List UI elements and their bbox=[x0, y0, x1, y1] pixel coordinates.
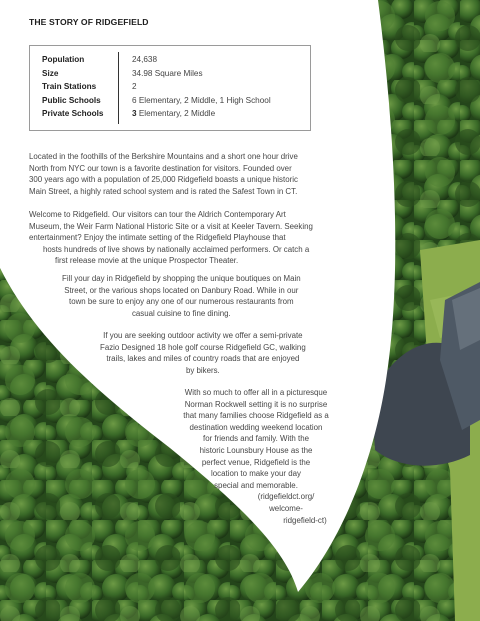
text-line: Located in the foothills of the Berkshire Mountains and a short one hour drive bbox=[29, 152, 298, 161]
text-line: Main Street, a highly rated school system and is rated the Safest Town in CT. bbox=[29, 186, 298, 196]
fact-value: 2 bbox=[132, 82, 137, 91]
fact-row-population bbox=[30, 53, 310, 66]
text-line: If you are seeking outdoor activity we offer a semi-private bbox=[103, 331, 303, 340]
text-line: perfect venue, Ridgefield is the bbox=[201, 457, 311, 467]
text-line: Fill your day in Ridgefield by shopping the unique boutiques on Main bbox=[62, 274, 301, 283]
paragraph-shopping bbox=[62, 273, 301, 319]
text-line: ridgefield-ct) bbox=[283, 515, 327, 525]
facts-table bbox=[29, 45, 311, 131]
paragraph-intro bbox=[29, 151, 298, 197]
paragraph-wedding bbox=[146, 387, 366, 526]
text-line: North from NYC our town is a favorite destination for visitors. Founded over bbox=[29, 163, 292, 173]
text-line: hosts hundreds of live shows by nationally acclaimed performers. Or catch a bbox=[43, 244, 310, 254]
text-line: by bikers. bbox=[185, 365, 220, 375]
text-line: welcome- bbox=[269, 503, 303, 513]
fact-row-public-schools bbox=[30, 94, 310, 107]
text-line: (ridgefieldct.org/ bbox=[257, 492, 315, 502]
text-line: entertainment? Enjoy the intimate setting of the Ridgefield Playhouse that bbox=[29, 233, 286, 243]
text-line: that many families choose Ridgefield as a bbox=[183, 411, 329, 421]
text-line: historic Lounsbury House as the bbox=[199, 445, 313, 455]
text-line: casual cuisine to fine dining. bbox=[131, 308, 231, 318]
text-line: Welcome to Ridgefield. Our visitors can tour the Aldrich Contemporary Art bbox=[29, 210, 286, 219]
fact-value-text: Elementary, 2 Middle bbox=[136, 109, 216, 118]
fact-row-train-stations bbox=[30, 80, 310, 93]
text-line: Fazio Designed 18 hole golf course Ridgefield GC, walking bbox=[100, 342, 306, 352]
text-line: trails, lakes and miles of country roads that are enjoyed bbox=[106, 354, 300, 364]
text-line: location to make your day bbox=[211, 469, 301, 479]
fact-value-number: 3 bbox=[132, 109, 137, 118]
fact-label: Private Schools bbox=[42, 109, 104, 118]
text-line: Museum, the Weir Farm National Historic Site or a visit at Keeler Tavern. Seeking bbox=[29, 221, 313, 231]
text-line: for friends and family. With the bbox=[203, 434, 309, 444]
text-line: destination wedding weekend location bbox=[189, 422, 323, 432]
fact-label: Population bbox=[42, 55, 85, 64]
text-line: first release movie at the unique Prospector Theater. bbox=[55, 256, 239, 266]
text-line: Street, or the various shops located on Danbury Road. While in our bbox=[64, 285, 299, 295]
fact-label: Public Schools bbox=[42, 95, 101, 105]
fact-row-size bbox=[30, 67, 310, 80]
text-line: town be sure to enjoy any one of our numerous restaurants from bbox=[69, 297, 294, 307]
text-line: With so much to offer all in a picturesque bbox=[184, 388, 328, 397]
paragraph-outdoor bbox=[100, 330, 306, 376]
fact-value: 24,638 bbox=[132, 55, 158, 64]
text-line: Norman Rockwell setting it is no surprise bbox=[184, 399, 328, 409]
fact-value bbox=[132, 107, 215, 120]
fact-row-private-schools bbox=[30, 107, 310, 120]
fact-label: Train Stations bbox=[42, 82, 97, 91]
text-line: 300 years ago with a population of 25,000 Ridgefield boasts a unique historic bbox=[29, 175, 298, 185]
fact-value: 6 Elementary, 2 Middle, 1 High School bbox=[132, 95, 271, 105]
fact-value: 34.98 Square Miles bbox=[132, 68, 203, 78]
paragraph-welcome bbox=[29, 209, 313, 267]
text-line: special and memorable. bbox=[214, 480, 298, 490]
page-title: THE STORY OF RIDGEFIELD bbox=[29, 17, 149, 27]
fact-label: Size bbox=[42, 68, 59, 78]
